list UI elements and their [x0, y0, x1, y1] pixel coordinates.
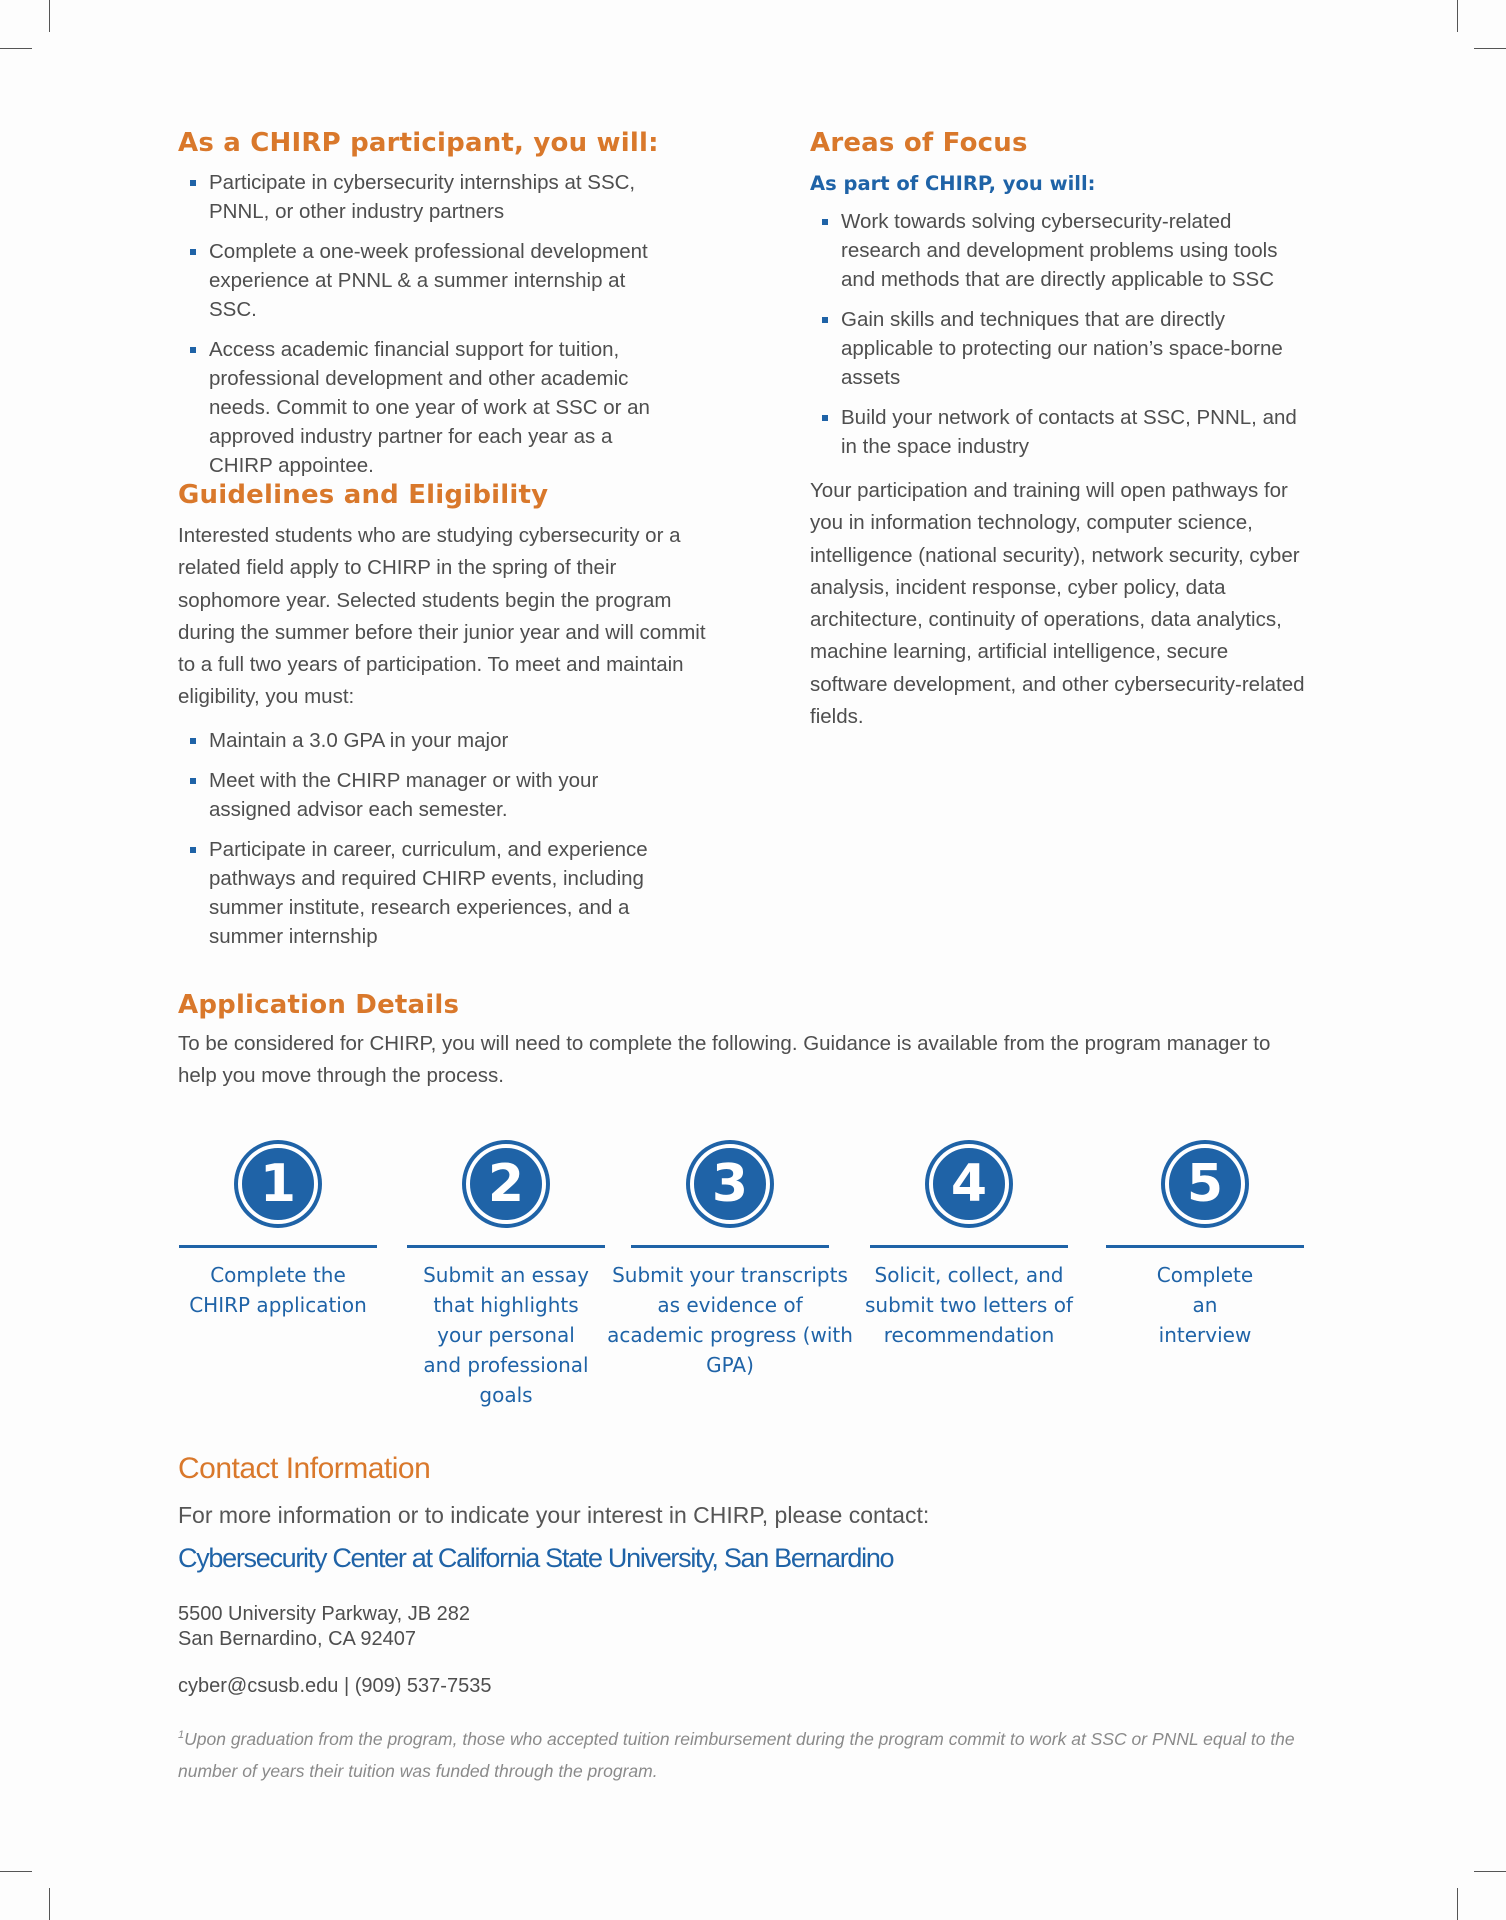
email-phone: cyber@csusb.edu | (909) 537-7535	[178, 1675, 492, 1697]
address-line-2: San Bernardino, CA 92407	[178, 1628, 416, 1650]
list-item	[810, 403, 1310, 461]
application-intro: To be considered for CHIRP, you will need to complete the following. Guidance is available from the program manager to help you move through the process.	[178, 1032, 1271, 1088]
crop-mark	[49, 0, 50, 32]
guidelines-intro: Interested students who are studying cybersecurity or a related field apply to CHIRP in the spring of their sophomore year. Selected students begin the program during the summer before their junior year and will commit to a full two years of participation. To meet and maintain eligibility, you must:	[178, 524, 706, 709]
divider	[407, 1245, 605, 1248]
list-item-text: Participate in career, curriculum, and experience pathways and required CHIRP events, including summer institute, research experiences, and a summer internship	[209, 837, 648, 948]
guidelines-heading: Guidelines and Eligibility	[178, 480, 549, 510]
bullet-square-icon	[822, 219, 828, 225]
guidelines-list	[178, 726, 678, 951]
left-column	[178, 128, 718, 951]
contact-section	[178, 1452, 1348, 1787]
list-item	[810, 207, 1310, 294]
list-item	[178, 766, 678, 824]
crop-mark	[0, 1871, 32, 1872]
contact-intro: For more information or to indicate your interest in CHIRP, please contact:	[178, 1502, 930, 1528]
focus-list	[810, 207, 1310, 461]
focus-subheading: As part of CHIRP, you will:	[810, 172, 1096, 195]
list-item	[178, 335, 678, 480]
crop-mark	[1457, 1888, 1458, 1920]
divider	[1106, 1245, 1304, 1248]
divider	[179, 1245, 377, 1248]
crop-mark	[1457, 0, 1458, 32]
list-item-text: Participate in cybersecurity internships at SSC, PNNL, or other industry partners	[209, 171, 636, 223]
bullet-square-icon	[190, 847, 196, 853]
list-item-text: Gain skills and techniques that are directly applicable to protecting our nation’s space-borne assets	[841, 308, 1283, 389]
step-label: Complete the CHIRP application	[189, 1263, 367, 1317]
step-1	[158, 1140, 398, 1320]
divider	[631, 1245, 829, 1248]
step-number-badge: 5	[1165, 1144, 1245, 1224]
list-item-text: Meet with the CHIRP manager or with your assigned advisor each semester.	[209, 768, 599, 821]
application-steps	[178, 1140, 1328, 1407]
bullet-square-icon	[190, 249, 196, 255]
list-item	[178, 726, 678, 755]
participant-list	[178, 168, 678, 480]
organization-name: Cybersecurity Center at California State University, San Bernardino	[178, 1543, 894, 1573]
list-item	[178, 237, 678, 324]
crop-mark	[1474, 48, 1506, 49]
bullet-square-icon	[822, 415, 828, 421]
participant-heading: As a CHIRP participant, you will:	[178, 128, 659, 158]
step-label: Submit your transcripts as evidence of academic progress (with GPA)	[607, 1263, 853, 1377]
list-item	[178, 168, 678, 226]
application-section	[178, 990, 1348, 1093]
bullet-square-icon	[190, 347, 196, 353]
focus-paragraph: Your participation and training will open pathways for you in information technology, computer science, intelligence (national security), network security, cyber analysis, incident response, cyber policy, data architecture, continuity of operations, data analytics, machine learning, artificial intelligence, secure software development, and other cybersecurity-related fields.	[810, 479, 1305, 729]
list-item-text: Maintain a 3.0 GPA in your major	[209, 728, 509, 752]
crop-mark	[0, 48, 32, 49]
step-3	[607, 1140, 853, 1380]
list-item-text: Build your network of contacts at SSC, PNNL, and in the space industry	[841, 406, 1297, 458]
address-line-1: 5500 University Parkway, JB 282	[178, 1603, 470, 1625]
step-label: Solicit, collect, and submit two letters of recommendation	[865, 1263, 1073, 1347]
step-5	[1085, 1140, 1325, 1350]
application-heading: Application Details	[178, 990, 460, 1020]
step-number-badge: 3	[690, 1144, 770, 1224]
list-item	[178, 835, 678, 951]
contact-heading: Contact Information	[178, 1452, 431, 1485]
list-item-text: Complete a one-week professional development experience at PNNL & a summer internship at SSC.	[209, 240, 648, 321]
divider	[870, 1245, 1068, 1248]
crop-mark	[49, 1888, 50, 1920]
step-label: Submit an essay that highlights your personal and professional goals	[423, 1263, 589, 1407]
crop-mark	[1474, 1871, 1506, 1872]
list-item	[810, 305, 1310, 392]
step-number-badge: 1	[238, 1144, 318, 1224]
footnote-text: Upon graduation from the program, those who accepted tuition reimbursement during the program commit to work at SSC or PNNL equal to the number of years their tuition was funded through the program.	[178, 1728, 1295, 1781]
step-4	[849, 1140, 1089, 1350]
step-number-badge: 2	[466, 1144, 546, 1224]
step-2	[386, 1140, 626, 1410]
step-label: Complete an interview	[1156, 1263, 1254, 1347]
list-item-text: Work towards solving cybersecurity-related research and development problems using tools and methods that are directly applicable to SSC	[841, 210, 1278, 291]
bullet-square-icon	[190, 180, 196, 186]
footnote-marker: 1	[178, 1729, 185, 1741]
list-item-text: Access academic financial support for tuition, professional development and other academic needs. Commit to one year of work at SSC or an approved industry partner for each year as a CHIRP appointee.	[209, 338, 650, 477]
bullet-square-icon	[822, 317, 828, 323]
focus-heading: Areas of Focus	[810, 128, 1028, 158]
right-column	[810, 128, 1330, 733]
bullet-square-icon	[190, 778, 196, 784]
footnote	[178, 1719, 1308, 1787]
bullet-square-icon	[190, 738, 196, 744]
step-number-badge: 4	[929, 1144, 1009, 1224]
